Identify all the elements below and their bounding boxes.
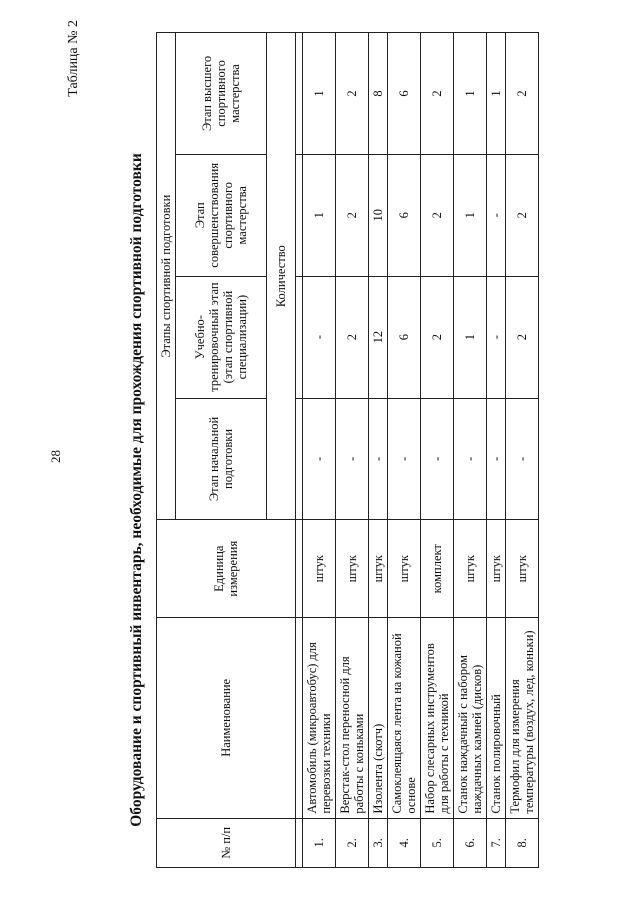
row-unit: штук <box>506 520 539 618</box>
row-name: Станок наждачный с набором наждачных камней (дисков) <box>454 618 487 819</box>
table-row <box>487 33 506 868</box>
row-improvement: 1 <box>454 154 487 276</box>
row-improvement: - <box>487 154 506 276</box>
table-row <box>388 33 421 868</box>
row-name: Термофил для измерения температуры (воздух, лед, коньки) <box>506 618 539 819</box>
row-num: 8. <box>506 818 539 867</box>
row-num: 5. <box>421 818 454 867</box>
header-unit: Единица измерения <box>157 520 296 618</box>
table-row <box>369 33 388 868</box>
header-stage-training: Учебно-тренировочный этап (этап спортивной специализации) <box>176 276 267 398</box>
document-title: Оборудование и спортивный инвентарь, необходимые для прохождения спортивной подготовки <box>128 153 145 827</box>
row-name: Автомобиль (микроавтобус) для перевозки техники <box>303 618 336 819</box>
spacer-cell <box>296 33 303 155</box>
row-num: 1. <box>303 818 336 867</box>
row-improvement: 10 <box>369 154 388 276</box>
table-row <box>336 33 369 868</box>
row-initial: - <box>369 398 388 520</box>
row-num: 7. <box>487 818 506 867</box>
row-unit: штук <box>369 520 388 618</box>
row-higher: 2 <box>336 33 369 155</box>
row-num: 6. <box>454 818 487 867</box>
row-num: 3. <box>369 818 388 867</box>
row-training: 6 <box>388 276 421 398</box>
row-name: Самоклеящаяся лента на кожаной основе <box>388 618 421 819</box>
row-name: Станок полировочный <box>487 618 506 819</box>
row-higher: 8 <box>369 33 388 155</box>
row-improvement: 2 <box>336 154 369 276</box>
row-training: 2 <box>421 276 454 398</box>
row-higher: 1 <box>454 33 487 155</box>
header-spacer-row <box>296 33 303 868</box>
table-row <box>454 33 487 868</box>
header-row-top <box>157 33 176 868</box>
row-higher: 2 <box>421 33 454 155</box>
row-unit: штук <box>487 520 506 618</box>
page-number: 28 <box>48 450 63 463</box>
row-initial: - <box>421 398 454 520</box>
row-improvement: 6 <box>388 154 421 276</box>
row-initial: - <box>506 398 539 520</box>
row-training: 2 <box>336 276 369 398</box>
header-stage-higher: Этап высшего спортивного мастерства <box>176 33 267 155</box>
row-initial: - <box>487 398 506 520</box>
row-higher: 6 <box>388 33 421 155</box>
row-unit: штук <box>303 520 336 618</box>
header-num: № п/п <box>157 818 296 867</box>
header-stage-initial: Этап начальной подготовки <box>176 398 267 520</box>
row-training: 2 <box>506 276 539 398</box>
row-unit: штук <box>454 520 487 618</box>
spacer-cell <box>296 398 303 520</box>
row-unit: комплект <box>421 520 454 618</box>
row-unit: штук <box>388 520 421 618</box>
row-initial: - <box>454 398 487 520</box>
row-initial: - <box>303 398 336 520</box>
row-higher: 2 <box>506 33 539 155</box>
spacer-cell <box>296 276 303 398</box>
row-name: Верстак-стол переносной для работы с коньками <box>336 618 369 819</box>
row-unit: штук <box>336 520 369 618</box>
row-initial: - <box>336 398 369 520</box>
row-training: 1 <box>454 276 487 398</box>
row-num: 4. <box>388 818 421 867</box>
row-num: 2. <box>336 818 369 867</box>
table-row <box>421 33 454 868</box>
spacer-cell <box>296 520 303 618</box>
header-quantity: Количество <box>267 33 296 520</box>
row-higher: 1 <box>303 33 336 155</box>
table-caption: Таблица № 2 <box>66 20 81 97</box>
row-improvement: 1 <box>303 154 336 276</box>
table-row <box>506 33 539 868</box>
header-stage-improvement: Этап совершенствования спортивного мастерства <box>176 154 267 276</box>
row-training: - <box>487 276 506 398</box>
spacer-cell <box>296 818 303 867</box>
header-name: Наименование <box>157 618 296 819</box>
row-name: Набор слесарных инструментов для работы с техникой <box>421 618 454 819</box>
row-improvement: 2 <box>421 154 454 276</box>
row-training: 12 <box>369 276 388 398</box>
row-improvement: 2 <box>506 154 539 276</box>
header-stages-group: Этапы спортивной подготовки <box>157 33 176 520</box>
row-initial: - <box>388 398 421 520</box>
spacer-cell <box>296 154 303 276</box>
row-higher: 1 <box>487 33 506 155</box>
inventory-table <box>156 32 539 868</box>
spacer-cell <box>296 618 303 819</box>
row-training: - <box>303 276 336 398</box>
table-row <box>303 33 336 868</box>
row-name: Изолента (скотч) <box>369 618 388 819</box>
